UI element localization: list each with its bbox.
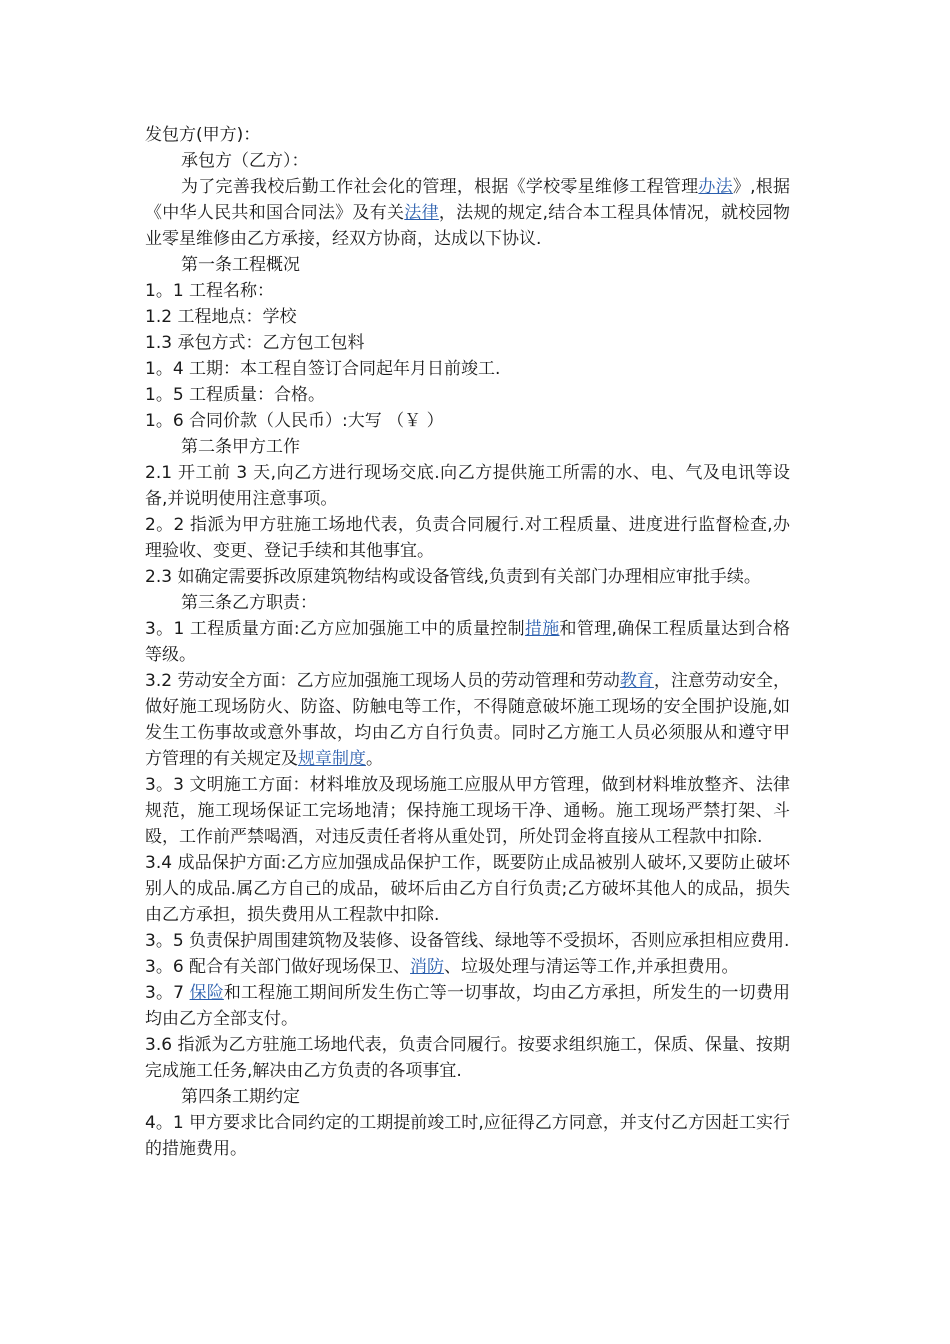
item-3-7-text-1: 3。7 [145, 983, 190, 1003]
article-4-item: 4。1 甲方要求比合同约定的工期提前竣工时,应征得乙方同意，并支付乙方因赶工实行的措施费用。 [145, 1113, 790, 1159]
link-baoxian[interactable]: 保险 [189, 983, 224, 1003]
preamble-text-1: 为了完善我校后勤工作社会化的管理，根据《学校零星维修工程管理 [181, 177, 699, 197]
article-3-item-3-6b: 3.6 指派为乙方驻施工场地代表，负责合同履行。按要求组织施工，保质、保量、按期完成施工任务,解决由乙方负责的各项事宜. [145, 1035, 790, 1081]
article-1-item: 1。4 工期：本工程自签订合同起年月日前竣工. [145, 359, 501, 379]
article-1-item: 1。5 工程质量：合格。 [145, 385, 326, 405]
article-1-heading: 第一条工程概况 [181, 255, 300, 275]
item-3-2-text-2: ，注意劳动安全，做好施工现场防火、防盗、防触电等工作，不得随意破坏施工现场的安全围护设施,如发生工伤事故或意外事故，均由乙方自行负责。同时乙方施工人员必须服从和遵守甲方管理的有关规定及 [145, 671, 790, 769]
item-3-6-text-2: 、垃圾处理与清运等工作,并承担费用。 [444, 957, 739, 977]
article-3-item-3-6 [145, 954, 790, 980]
item-3-2-text-3: 。 [366, 749, 383, 769]
article-3-item-3-7 [145, 980, 790, 1032]
article-3-item-3-3: 3。3 文明施工方面：材料堆放及现场施工应服从甲方管理，做到材料堆放整齐、法律规范，施工现场保证工完场地清；保持施工现场干净、通畅。施工现场严禁打架、斗殴，工作前严禁喝酒，对违反责任者将从重处罚，所处罚金将直接从工程款中扣除. [145, 775, 790, 847]
preamble-paragraph [145, 174, 790, 252]
party-b-line: 承包方（乙方）： [181, 151, 309, 171]
article-1-item: 1。1 工程名称： [145, 281, 275, 301]
item-3-7-text-2: 和工程施工期间所发生伤亡等一切事故，均由乙方承担，所发生的一切费用均由乙方全部支付。 [145, 983, 791, 1029]
article-2-item: 2.1 开工前 3 天,向乙方进行现场交底.向乙方提供施工所需的水、电、气及电讯等设备,并说明使用注意事项。 [145, 463, 790, 509]
item-3-2-text-1: 3.2 劳动安全方面：乙方应加强施工现场人员的劳动管理和劳动 [145, 671, 620, 691]
article-1-item: 1.3 承包方式：乙方包工包料 [145, 333, 365, 353]
link-falv[interactable]: 法律 [404, 203, 439, 223]
article-3-item-3-1 [145, 616, 790, 668]
link-banfa[interactable]: 办法 [698, 177, 733, 197]
article-1-item: 1.2 工程地点：学校 [145, 307, 297, 327]
article-3-item-3-4: 3.4 成品保护方面:乙方应加强成品保护工作，既要防止成品被别人破坏,又要防止破坏别人的成品.属乙方自己的成品，破坏后由乙方自行负责;乙方破坏其他人的成品，损失由乙方承担，损失费用从工程款中扣除. [145, 853, 790, 925]
article-2-item: 2。2 指派为甲方驻施工场地代表，负责合同履行.对工程质量、进度进行监督检查,办理验收、变更、登记手续和其他事宜。 [145, 515, 790, 561]
link-cuoshi[interactable]: 措施 [524, 619, 560, 639]
link-xiaofang[interactable]: 消防 [410, 957, 445, 977]
contract-document [145, 122, 790, 1162]
article-4-heading: 第四条工期约定 [181, 1087, 300, 1107]
article-2-heading: 第二条甲方工作 [181, 437, 300, 457]
article-3-item-3-2 [145, 668, 790, 772]
link-guizhang-zhidu[interactable]: 规章制度 [298, 749, 366, 769]
party-a-line: 发包方(甲方)： [145, 125, 261, 145]
link-jiaoyu[interactable]: 教育 [619, 671, 654, 691]
item-3-1-text-1: 3。1 工程质量方面:乙方应加强施工中的质量控制 [145, 619, 525, 639]
item-3-1-text-2: 和管理,确保工程质量达到合格等级。 [145, 619, 790, 665]
preamble-text-3: ，法规的规定,结合本工程具体情况，就校园物业零星维修由乙方承接，经双方协商，达成以下协议. [145, 203, 791, 249]
item-3-6-text-1: 3。6 配合有关部门做好现场保卫、 [145, 957, 411, 977]
article-2-item: 2.3 如确定需要拆改原建筑物结构或设备管线,负责到有关部门办理相应审批手续。 [145, 567, 761, 587]
article-3-heading: 第三条乙方职责： [181, 593, 317, 613]
preamble-text-2: 》,根据《中华人民共和国合同法》及有关 [145, 177, 791, 223]
article-3-item-3-5: 3。5 负责保护周围建筑物及装修、设备管线、绿地等不受损坏，否则应承担相应费用. [145, 931, 790, 951]
article-1-item: 1。6 合同价款（人民币）:大写 （￥ ） [145, 411, 444, 431]
